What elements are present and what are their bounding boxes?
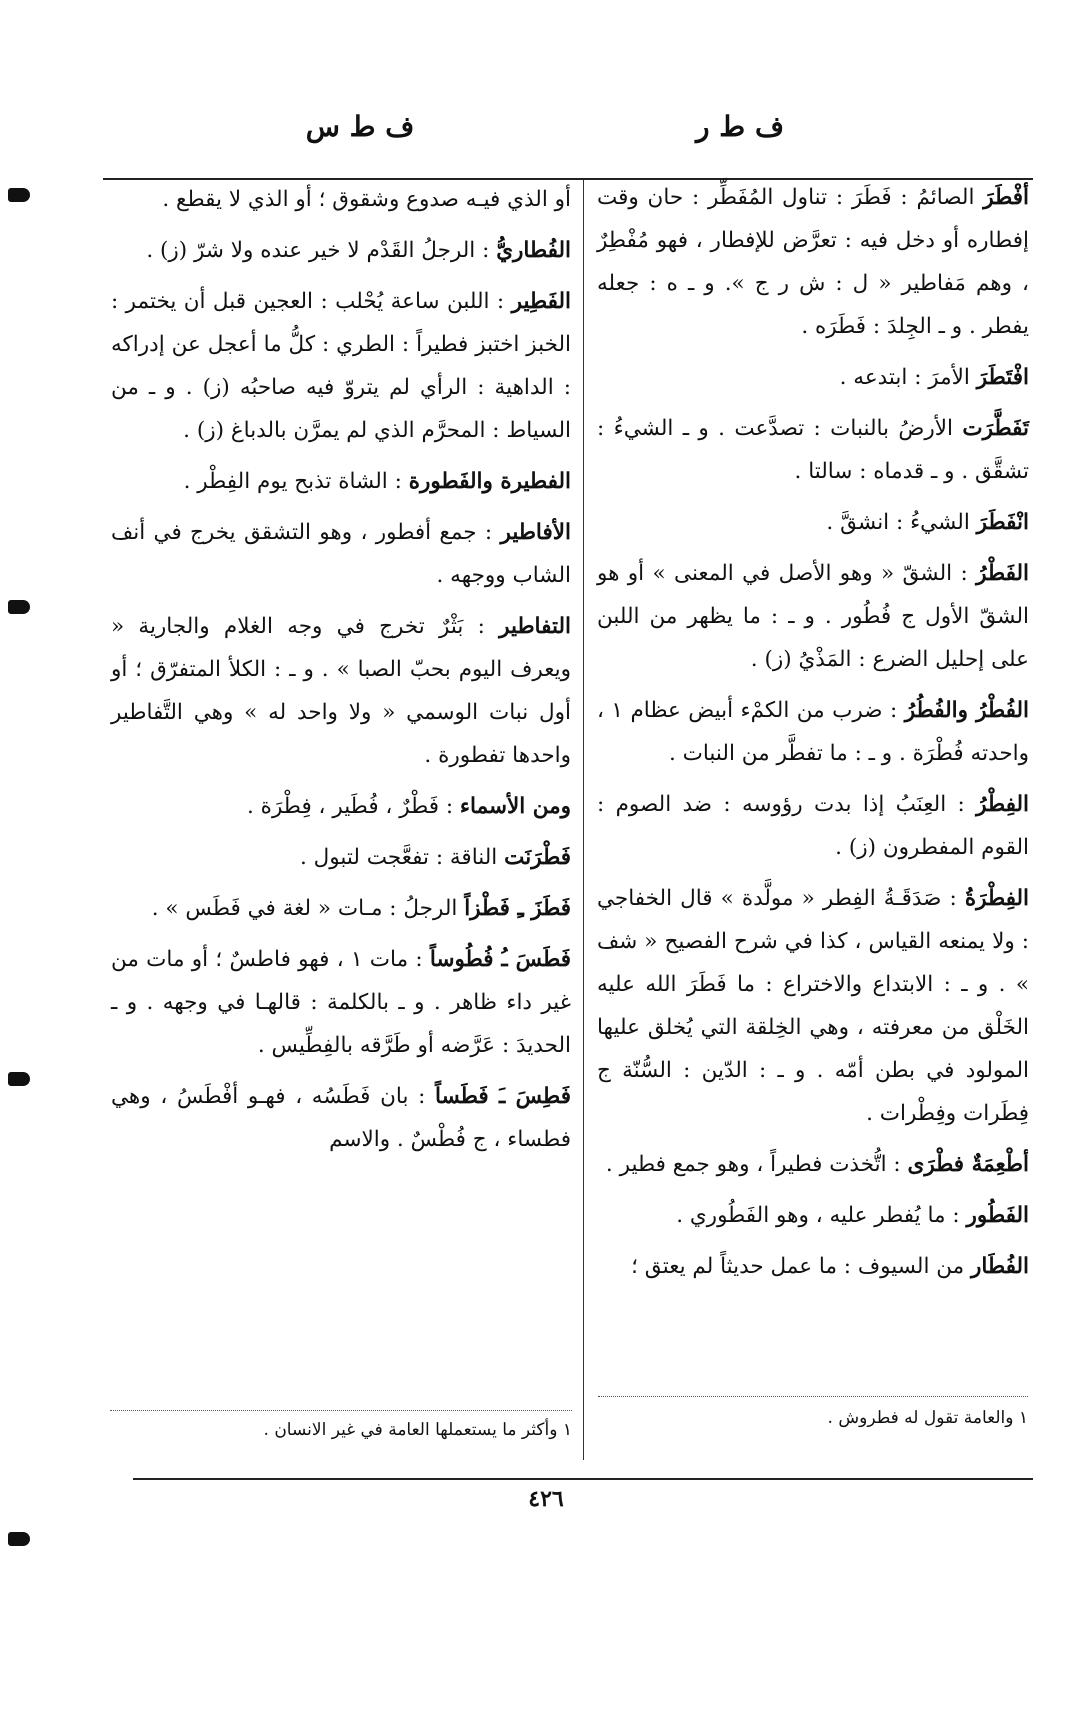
dictionary-entry — [111, 836, 571, 879]
entry-definition: من السيوف : ما عمل حديثاً لم يعتق ؛ — [631, 1254, 965, 1279]
entry-definition: : اتُّخذت فطيراً ، وهو جمع فطير . — [605, 1152, 901, 1177]
entry-headword: الفطيرة والفَطورة — [408, 469, 571, 494]
entry-definition: : الشقّ « وهو الأصل في المعنى » أو هو الشقّ الأول ج فُطُور . و ـ : ما يظهر من اللبن على إحليل الضرع : المَذْيُ (ز) . — [597, 561, 1029, 672]
dictionary-entry — [597, 1194, 1029, 1237]
entry-headword: التفاطير — [499, 614, 571, 639]
dictionary-entry — [597, 356, 1029, 399]
entry-definition: الرجلُ : مـات « لغة في فَطَس » . — [151, 896, 458, 921]
entry-headword: افْتَطَرَ — [976, 365, 1029, 390]
left-column — [105, 178, 575, 1169]
entry-definition: : الرجلُ القَدْم لا خير عنده ولا شرّ (ز) . — [146, 238, 490, 263]
entry-headword: فَطَزَ ـِ فَطْزاً — [464, 896, 571, 921]
dictionary-entry — [597, 783, 1029, 869]
entry-definition: : جمع أفطور ، وهو التشقق يخرج في أنف الشاب ووجهه . — [111, 520, 571, 588]
footnote-rule-left — [110, 1410, 572, 1411]
entry-definition: الناقة : تفعَّجت لتبول . — [300, 845, 498, 870]
dictionary-entry — [597, 1143, 1029, 1186]
entry-definition: : ما يُفطر عليه ، وهو الفَطُوري . — [676, 1203, 960, 1228]
dictionary-entry — [597, 176, 1029, 348]
page-number: ٤٢٦ — [528, 1486, 564, 1512]
entry-definition: : ضرب من الكمْء أبيض عظام ١ ، واحدته فُطْرَة . و ـ : ما تفطَّر من النبات . — [597, 698, 1029, 766]
bottom-rule — [133, 1478, 1033, 1480]
entry-headword: الفُطاريُّ — [496, 238, 571, 263]
entry-headword: الفُطْرُ والفُطُرُ — [904, 698, 1030, 723]
dictionary-entry — [597, 501, 1029, 544]
entry-definition: : صَدَقَـةُ الفِطر « مولَّدة » قال الخفاجي : ولا يمنعه القياس ، كذا في شرح الفصيح « شف » . و ـ : الابتداع والاختراع : ما فَطَرَ الله عليه الخَلْق من معرفته ، وهي الخِلقة التي يُخلق عليها المولود في بطن أمّه . و ـ : الدّين : السُّنّة ج فِطَرات وفِطْرات . — [597, 886, 1029, 1126]
dictionary-entry — [111, 511, 571, 597]
dictionary-entry — [111, 280, 571, 452]
margin-tab-mark — [8, 1072, 30, 1086]
dictionary-entry — [111, 178, 571, 221]
dictionary-entry — [111, 887, 571, 930]
running-head-left: ف ط س — [305, 110, 415, 143]
dictionary-entry — [111, 460, 571, 503]
entry-headword: الفِطْرُ — [976, 792, 1029, 817]
entry-definition: : الشاة تذبح يوم الفِطْر . — [183, 469, 402, 494]
right-column — [583, 176, 1035, 1296]
entry-definition: الصائمُ : فَطَرَ : تناول المُفَطِّر : حان وقت إفطاره أو دخل فيه : تعرَّض للإفطار ، فهو مُفْطِرٌ ، وهم مَفاطير « ل : ش ر ج ». و ـ ه : جعله يفطر . و ـ الجِلدَ : فَطَرَه . — [597, 185, 1029, 339]
dictionary-entry — [111, 605, 571, 777]
margin-tab-mark — [8, 1532, 30, 1546]
entry-definition: الأرضُ بالنبات : تصدَّعت . و ـ الشيءُ : تشقَّق . و ـ قدماه : سالتا . — [597, 416, 1029, 484]
dictionary-entry — [597, 407, 1029, 493]
footnote-rule-right — [598, 1396, 1028, 1397]
dictionary-entry — [597, 877, 1029, 1135]
footnote-left: ١ وأكثر ما يستعملها العامة في غير الانسان . — [263, 1420, 572, 1440]
entry-definition: : بان فَطَسُه ، فهـو أفْطَسُ ، وهي فطساء ، ج فُطْسٌ . والاسم — [111, 1084, 571, 1152]
margin-tab-mark — [8, 188, 30, 202]
dictionary-entry — [597, 1245, 1029, 1288]
entry-definition: أو الذي فيـه صدوع وشقوق ؛ أو الذي لا يقطع . — [162, 187, 571, 212]
margin-tab-mark — [8, 600, 30, 614]
dictionary-entry — [111, 785, 571, 828]
entry-definition: : العِنَبُ إذا بدت رؤوسه : ضد الصوم : القوم المفطرون (ز) . — [597, 792, 1029, 860]
dictionary-entry — [111, 229, 571, 272]
entry-definition: : فَطْرٌ ، فُطَير ، فِطْرَة . — [247, 794, 454, 819]
entry-definition: : اللبن ساعة يُحْلب : العجين قبل أن يختمر : الخبز اختبز فطيراً : الطري : كلُّ ما أعجل عن إدراكه : الداهية : الرأي لم يتروّ فيه صاحبُه (ز) . و ـ من السياط : المحرَّم الذي لم يمرَّن بالدباغ (ز) . — [111, 289, 571, 443]
entry-headword: الفِطْرَةُ — [964, 886, 1029, 911]
entry-headword: ومن الأسماء — [459, 794, 571, 819]
entry-definition: : بَثْرٌ تخرج في وجه الغلام والجارية « ويعرف اليوم بحبّ الصبا » . و ـ : الكلأ المتفرّق ؛ أو أول نبات الوسمي « ولا واحد له » وهي التَّفاطير واحدها تفطورة . — [111, 614, 571, 768]
entry-headword: انْفَطَرَ — [976, 510, 1029, 535]
entry-headword: فَطَسَ ـُ فُطُوساً — [429, 947, 571, 972]
dictionary-entry — [597, 552, 1029, 681]
running-head-right: ف ط ر — [696, 110, 784, 143]
dictionary-entry — [111, 938, 571, 1067]
dictionary-entry — [111, 1075, 571, 1161]
entry-headword: الفُطَار — [971, 1254, 1029, 1279]
entry-headword: تَفَطَّرَت — [962, 416, 1029, 441]
dictionary-entry — [597, 689, 1029, 775]
entry-headword: الفَطِير — [511, 289, 571, 314]
footnote-right: ١ والعامة تقول له فطروش . — [827, 1408, 1028, 1428]
entry-definition: : مات ١ ، فهو فاطسٌ ؛ أو مات من غير داء ظاهر . و ـ بالكلمة : قالهـا في وجهه . و ـ الحديدَ : عَرَّضه أو طَرَّقه بالفِطِّيس . — [111, 947, 571, 1058]
entry-headword: أفْطَرَ — [983, 185, 1029, 210]
entry-headword: فَطِسَ ـَ فَطَساً — [435, 1084, 571, 1109]
entry-definition: الشيءُ : انشقَّ . — [826, 510, 970, 535]
entry-definition: الأمرَ : ابتدعه . — [839, 365, 970, 390]
entry-headword: أطْعِمَةٌ فطْرَى — [907, 1152, 1029, 1177]
entry-headword: الفَطْرُ — [976, 561, 1029, 586]
entry-headword: الأفاطير — [500, 520, 571, 545]
entry-headword: فَطْرَنَت — [504, 845, 571, 870]
entry-headword: الفَطُور — [966, 1203, 1029, 1228]
